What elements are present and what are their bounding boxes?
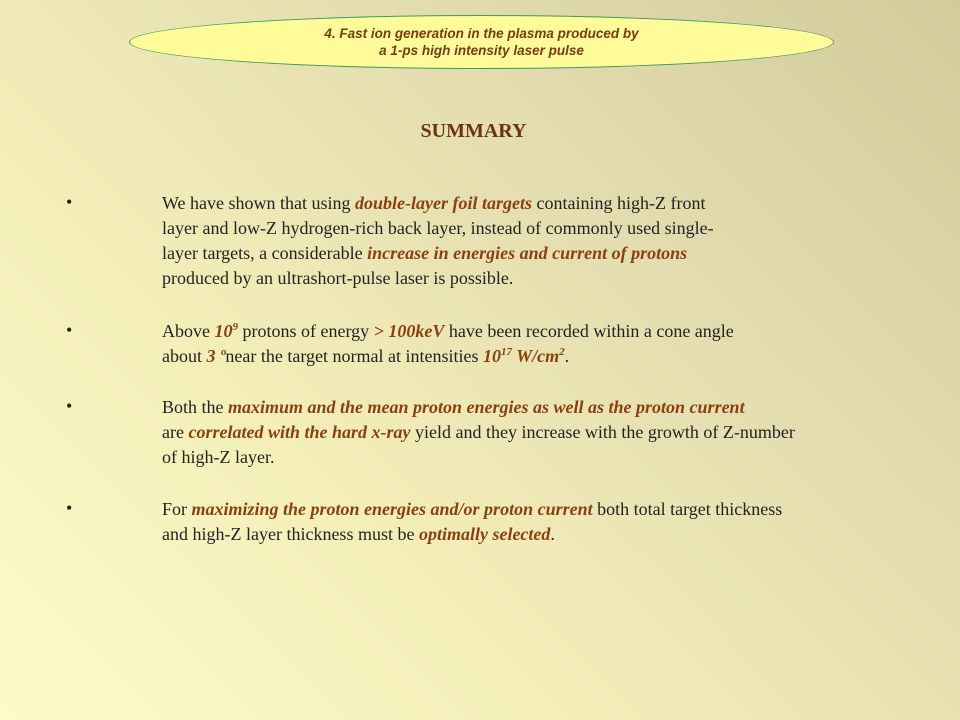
p1-line-4: produced by an ultrashort-pulse laser is possible.: [162, 268, 514, 288]
p3-line-1: Both the maximum and the mean proton energies as well as the proton current: [162, 397, 745, 417]
paragraph-2: [162, 319, 932, 369]
p1-line-3: layer targets, a considerable increase in energies and current of protons: [162, 243, 688, 263]
p2-line-1: Above $10^9$ protons of energy > 100keV have been recorded within a cone angle: [162, 321, 734, 341]
banner-line-1: 4. Fast ion generation in the plasma produced by: [324, 26, 639, 41]
p1-line-1: We have shown that using double-layer foil targets containing high-Z front: [162, 193, 706, 213]
paragraph-4: [162, 497, 932, 547]
bullet-2: •: [66, 320, 73, 340]
paragraph-1: [162, 191, 932, 291]
bullet-3: •: [66, 396, 73, 416]
p4-line-2: and high-Z layer thickness must be optimally selected.: [162, 524, 555, 544]
bullet-4: •: [66, 498, 73, 518]
slide-title: SUMMARY: [420, 120, 527, 142]
p4-line-1: For maximizing the proton energies and/or proton current both total target thickness: [162, 499, 783, 519]
paragraph-3: [162, 395, 932, 470]
section-banner: [129, 15, 834, 69]
p3-line-3: of high-Z layer.: [162, 447, 275, 467]
p3-line-2: are correlated with the hard x-ray yield and they increase with the growth of Z-number: [162, 422, 795, 442]
bullet-1: •: [66, 192, 73, 212]
p1-line-2: layer and low-Z hydrogen-rich back layer, instead of commonly used single-: [162, 218, 714, 238]
banner-line-2: a 1-ps high intensity laser pulse: [379, 43, 584, 58]
p2-line-2: about 3 ºnear the target normal at intensities $10^{17}$ $W/cm^2$.: [162, 346, 570, 366]
